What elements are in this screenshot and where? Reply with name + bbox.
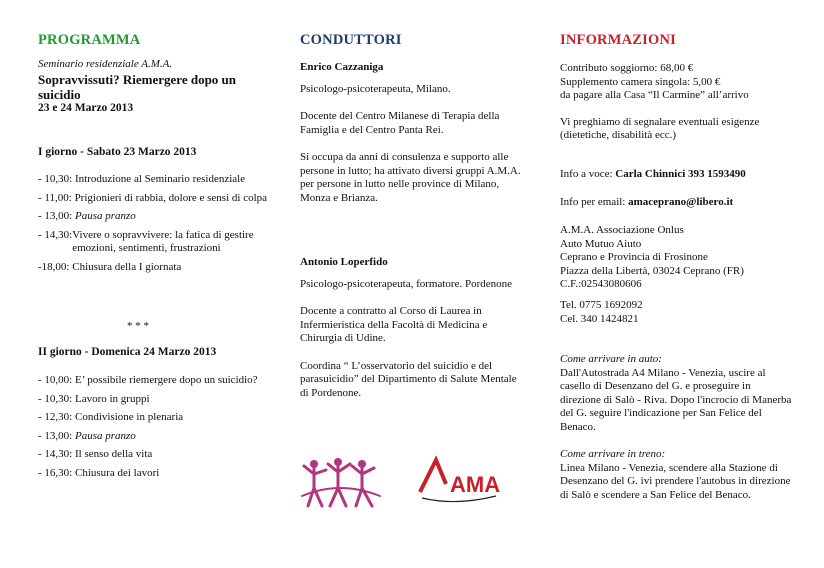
schedule-time: - 12,30: (38, 411, 75, 423)
org-line: Ceprano e Provincia di Frosinone (560, 251, 708, 263)
org-line: A.M.A. Associazione Onlus (560, 224, 684, 236)
cost-soggiorno: Contributo soggiorno: 68,00 € (560, 62, 694, 74)
schedule-item (38, 173, 268, 187)
conduttore1-desc2: Si occupa da anni di consulenza e supporto alle persone in lutto; ha attivato diversi gruppi A.M.A. per persone in lutto nelle province di Milano, Monza e Brianza. (300, 151, 521, 204)
org-line: C.F.:02543080606 (560, 278, 642, 290)
org-line: Auto Mutuo Aiuto (560, 237, 642, 250)
schedule-text: Chiusura della I giornata (72, 260, 182, 273)
org-address (560, 224, 792, 292)
separator-stars: * * * (127, 320, 149, 332)
schedule-item (38, 448, 268, 462)
schedule-item (38, 411, 268, 425)
car-directions: Dall'Autostrada A4 Milano - Venezia, uscire al casello di Desenzano del G. e proseguire in direzione di Salò - Riva. Dopo l'incrocio di Manerba del G. seguire l'indicazione per San Felice del Benaco. (560, 366, 792, 433)
schedule-text: Pausa pranzo (74, 210, 136, 222)
conduttore2-desc2: Coordina “ L’osservatorio del suicidio e del parasuicidio” del Dipartimento di Salute Mentale di Pordenone. (300, 359, 517, 399)
conduttore1-desc1: Docente del Centro Milanese di Terapia della Famiglia e del Centro Panta Rei. (300, 110, 500, 136)
car-label: Come arrivare in auto: (560, 353, 662, 365)
schedule-text: Il senso della vita (74, 448, 153, 460)
conduttori-title: CONDUTTORI (300, 32, 402, 48)
ama-logo-text: AMA (450, 472, 501, 497)
schedule-item (38, 374, 268, 388)
info-voice (560, 168, 792, 182)
day2-schedule (38, 374, 268, 485)
schedule-time: - 14,30: (38, 448, 75, 460)
schedule-time: - 14,30: (38, 228, 73, 241)
schedule-text: Chiusura dei lavori (74, 466, 160, 479)
schedule-time: - 13,00: (38, 210, 75, 222)
programma-title: PROGRAMMA (38, 32, 141, 48)
schedule-item (38, 229, 268, 256)
info-voice-label: Info a voce: (560, 168, 616, 180)
schedule-item (38, 393, 268, 407)
schedule-time: - 10,00: (38, 374, 75, 386)
schedule-time: - 11,00: (38, 191, 75, 204)
conduttore2-name: Antonio Loperfido (300, 256, 388, 268)
schedule-item (38, 192, 268, 206)
schedule-item (38, 261, 268, 275)
schedule-item (38, 210, 268, 224)
schedule-text: E’ possibile riemergere dopo un suicidio? (74, 374, 258, 386)
schedule-time: - 10,30: (38, 392, 75, 405)
conduttore2-desc1: Docente a contratto al Corso di Laurea in Infermieristica della Facoltà di Medicina e Chirurgia di Udine. (300, 305, 488, 344)
day1-heading: I giorno - Sabato 23 Marzo 2013 (38, 146, 197, 158)
seminar-label: Seminario residenziale A.M.A. (38, 58, 173, 70)
train-label: Come arrivare in treno: (560, 448, 666, 460)
schedule-time: - 13,00: (38, 429, 75, 442)
schedule-time: - 10,30: (38, 173, 75, 185)
programma-column (38, 0, 268, 568)
info-email-value[interactable]: amaceprano@libero.it (628, 196, 734, 208)
org-line: Piazza della Libertà, 03024 Ceprano (FR) (560, 264, 744, 277)
info-voice-value: Carla Chinnici 393 1593490 (615, 168, 746, 180)
ama-logo (416, 452, 506, 512)
schedule-time: -18,00: (38, 260, 73, 273)
train-directions: Linea Milano - Venezia, scendere alla Stazione di Desenzano del G. ivi prendere l'autobus in direzione di Salò e scendere a San Felice del Benaco. (560, 461, 791, 501)
info-email (560, 196, 792, 210)
schedule-text: Prigionieri di rabbia, dolore e sensi di colpa (74, 191, 268, 204)
schedule-text: Lavoro in gruppi (74, 392, 150, 405)
informazioni-title: INFORMAZIONI (560, 32, 676, 48)
cel-number: Cel. 340 1424821 (560, 312, 639, 325)
schedule-text: Vivere o sopravvivere: la fatica di gestire emozioni, sentimenti, frustrazioni (72, 228, 254, 254)
schedule-text: Introduzione al Seminario residenziale (74, 173, 246, 185)
conduttore1-name: Enrico Cazzaniga (300, 61, 384, 73)
tel-number: Tel. 0775 1692092 (560, 299, 643, 311)
schedule-text: Pausa pranzo (74, 429, 136, 442)
seminar-title: Sopravvissuti? Riemergere dopo un suicidio (38, 71, 237, 102)
seminar-dates: 23 e 24 Marzo 2013 (38, 101, 134, 114)
needs-note: Vi preghiamo di segnalare eventuali esigenze (dietetiche, disabilità ecc.) (560, 115, 760, 141)
schedule-item (38, 467, 268, 481)
conduttore1-role: Psicologo-psicoterapeuta, Milano. (300, 82, 451, 95)
conduttore2-role: Psicologo-psicoterapeuta, formatore. Pordenone (300, 277, 512, 290)
day2-heading: II giorno - Domenica 24 Marzo 2013 (38, 346, 217, 358)
schedule-item (38, 430, 268, 444)
logos (300, 452, 500, 512)
informazioni-column (560, 0, 792, 568)
cost-payment: da pagare alla Casa “Il Carmine” all’arrivo (560, 89, 749, 101)
schedule-time: - 16,30: (38, 466, 75, 479)
day1-schedule (38, 173, 268, 279)
info-email-label: Info per email: (560, 196, 629, 208)
cost-singola: Supplemento camera singola: 5,00 € (560, 75, 721, 88)
schedule-text: Condivisione in plenaria (74, 411, 184, 423)
